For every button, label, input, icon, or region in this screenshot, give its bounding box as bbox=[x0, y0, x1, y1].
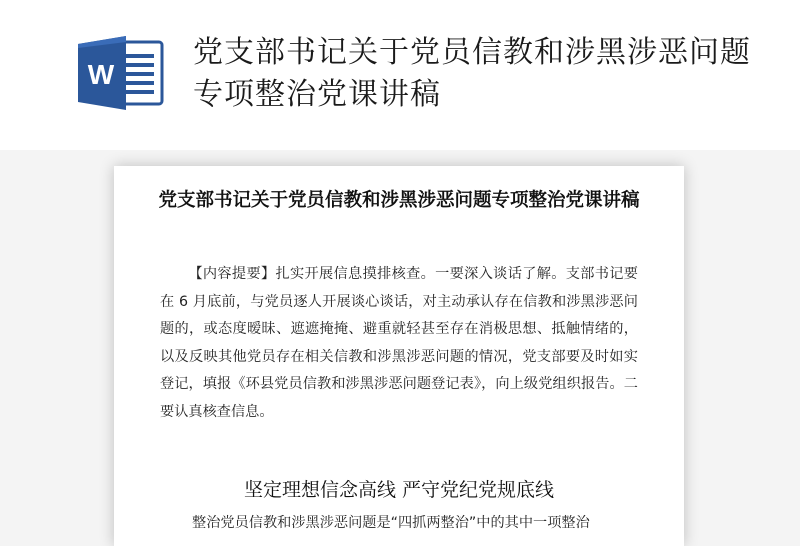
content-summary: 【内容提要】扎实开展信息摸排核查。一要深入谈话了解。支部书记要在 6 月底前，与党员逐人开展谈心谈话，对主动承认存在信教和涉黑涉恶问题的，或态度暧昧、遮遮掩掩、避重就轻甚至存在消极思想、抵触情绪的，以及反映其他党员存在相关信教和涉黑涉恶问题的情况，党支部要及时如实登记，填报《环县党员信教和涉黑涉恶问题登记表》，向上级党组织报告。二要认真核查信息。 bbox=[160, 266, 638, 420]
document-title: 党支部书记关于党员信教和涉黑涉恶问题专项整治党课讲稿 bbox=[158, 190, 640, 211]
body-paragraph: 整治党员信教和涉黑涉恶问题是“四抓两整治”中的其中一项整治 bbox=[192, 515, 590, 531]
document-page bbox=[114, 166, 684, 546]
word-document-icon bbox=[76, 36, 164, 110]
header-banner bbox=[0, 0, 800, 150]
section-heading: 坚定理想信念高线 严守党纪党规底线 bbox=[243, 479, 555, 501]
logo-letter: W bbox=[87, 59, 115, 90]
page-title: 党支部书记关于党员信教和涉黑涉恶问题专项整治党课讲稿 bbox=[193, 35, 751, 112]
